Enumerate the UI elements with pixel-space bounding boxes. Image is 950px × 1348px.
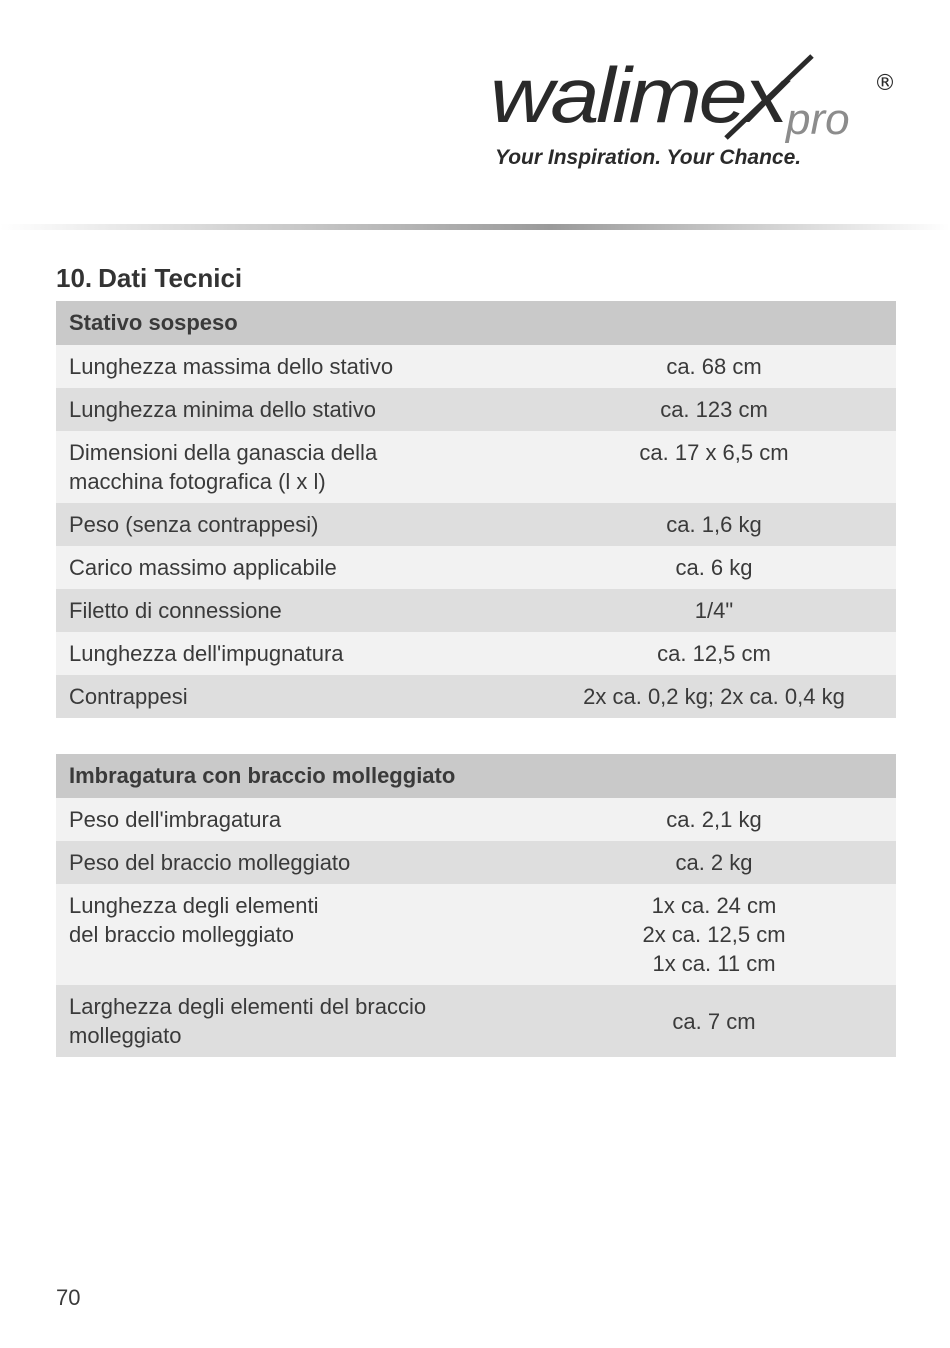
logo-pro-text: pro: [786, 95, 850, 144]
registered-mark: ®: [874, 71, 896, 96]
table-row: [56, 589, 896, 632]
table-row: [56, 546, 896, 589]
row-value: 1/4": [532, 589, 896, 632]
row-label-line: del braccio molleggiato: [69, 922, 295, 947]
row-value: ca. 68 cm: [532, 345, 896, 388]
table-row: [56, 841, 896, 884]
row-value: ca. 17 x 6,5 cm: [532, 431, 896, 503]
row-label: Lunghezza massima dello stativo: [56, 345, 532, 388]
row-label: Peso del braccio molleggiato: [56, 841, 532, 884]
row-label: Carico massimo applicabile: [56, 546, 532, 589]
row-label-line: Dimensioni della ganascia della: [69, 440, 378, 465]
row-label: [56, 884, 532, 985]
row-value: ca. 12,5 cm: [532, 632, 896, 675]
row-value-line: 1x ca. 24 cm: [651, 893, 777, 918]
row-label: [56, 985, 532, 1057]
row-label: Filetto di connessione: [56, 589, 532, 632]
table-row: [56, 884, 896, 985]
table-header-row: [56, 754, 896, 798]
spec-table-stativo: [56, 301, 896, 718]
logo-tagline: Your Inspiration. Your Chance.: [495, 146, 802, 169]
row-value: ca. 2 kg: [532, 841, 896, 884]
header-divider: [0, 224, 950, 230]
row-value: ca. 123 cm: [532, 388, 896, 431]
table-row: [56, 431, 896, 503]
row-label: Lunghezza minima dello stativo: [56, 388, 532, 431]
row-value: ca. 1,6 kg: [532, 503, 896, 546]
row-value: ca. 2,1 kg: [532, 798, 896, 841]
page-number: 70: [56, 1285, 81, 1310]
table-row: [56, 388, 896, 431]
section-title: Dati Tecnici: [98, 263, 243, 293]
section-heading: [56, 263, 242, 294]
table-row: [56, 675, 896, 718]
table-row: [56, 632, 896, 675]
section-number: 10.: [56, 263, 93, 293]
table-header: Stativo sospeso: [56, 301, 896, 345]
row-value: ca. 7 cm: [532, 985, 896, 1057]
table-header: Imbragatura con braccio molleggiato: [56, 754, 896, 798]
row-label: Contrappesi: [56, 675, 532, 718]
table-header-row: [56, 301, 896, 345]
row-value: [532, 884, 896, 985]
row-value: 2x ca. 0,2 kg; 2x ca. 0,4 kg: [532, 675, 896, 718]
row-label-line: macchina fotografica (l x l): [69, 469, 326, 494]
row-label: Peso (senza contrappesi): [56, 503, 532, 546]
row-label: Lunghezza dell'impugnatura: [56, 632, 532, 675]
table-row: [56, 798, 896, 841]
table-row: [56, 985, 896, 1057]
row-value: ca. 6 kg: [532, 546, 896, 589]
table-row: [56, 503, 896, 546]
row-value-line: 2x ca. 12,5 cm: [642, 922, 786, 947]
row-label-line: molleggiato: [69, 1023, 182, 1048]
row-value-line: 1x ca. 11 cm: [652, 951, 776, 976]
row-label: [56, 431, 532, 503]
row-label-line: Lunghezza degli elementi: [69, 893, 319, 918]
row-label-line: Larghezza degli elementi del braccio: [69, 994, 427, 1019]
spec-table-imbragatura: [56, 754, 896, 1057]
row-label: Peso dell'imbragatura: [56, 798, 532, 841]
logo-wordmark: walimex: [490, 51, 792, 139]
walimex-logo-graphic: [490, 52, 910, 152]
table-row: [56, 345, 896, 388]
